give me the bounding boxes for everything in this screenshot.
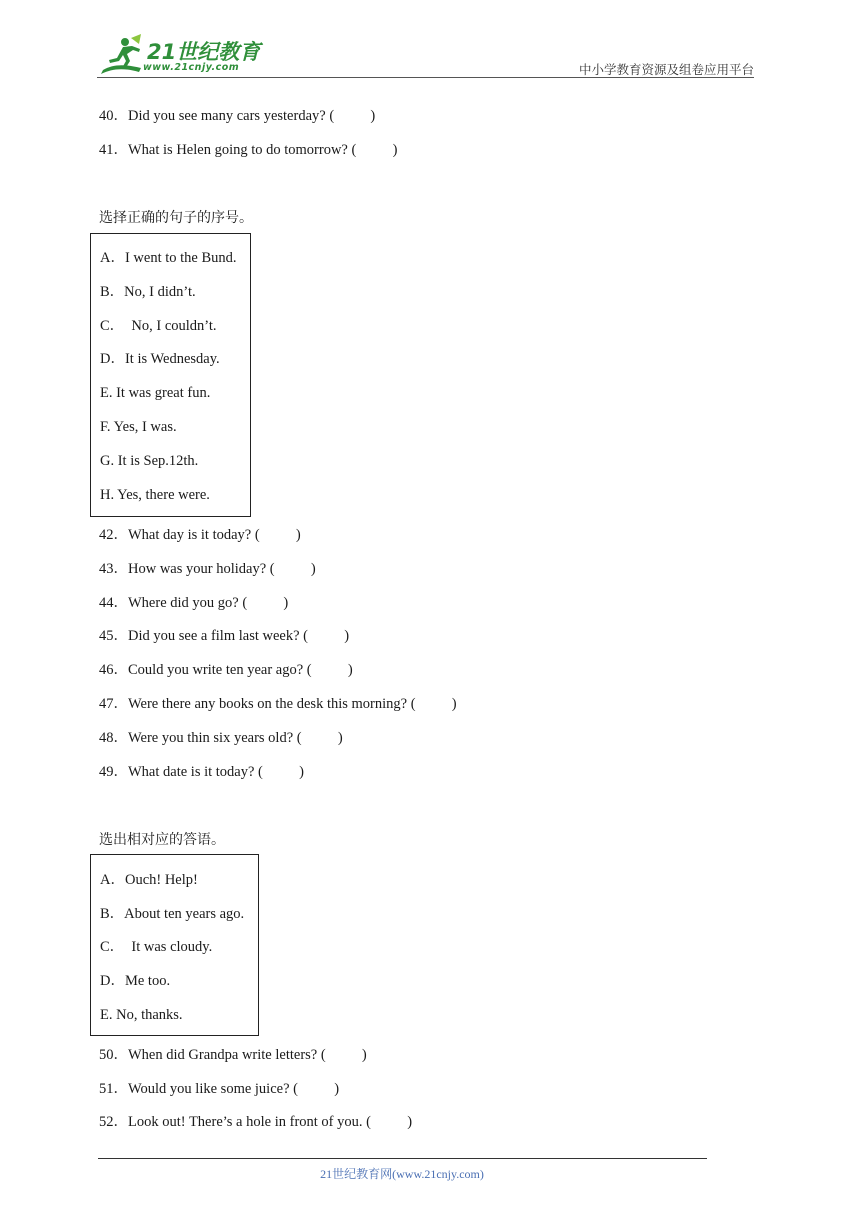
option-f: F. Yes, I was. (100, 419, 177, 435)
question-42: 42．What day is it today? ( ) (99, 527, 301, 543)
option-a: A．I went to the Bund. (100, 250, 237, 266)
option-e: E. It was great fun. (100, 385, 211, 401)
question-51: 51．Would you like some juice? ( ) (99, 1081, 340, 1097)
section-1-title: 选择正确的句子的序号。 (99, 210, 253, 226)
question-41: 41．What is Helen going to do tomorrow? ( ) (99, 142, 398, 158)
option-e: E. No, thanks. (100, 1007, 183, 1023)
question-49: 49．What date is it today? ( ) (99, 764, 304, 780)
page-header (0, 0, 860, 90)
option-c: C． It was cloudy. (100, 939, 213, 955)
logo-url: www.21cnjy.com (143, 62, 240, 73)
header-platform-text: 中小学教育资源及组卷应用平台 (578, 62, 754, 77)
question-48: 48．Were you thin six years old? ( ) (99, 730, 343, 746)
footer-divider (98, 1158, 707, 1159)
option-a: A．Ouch! Help! (100, 872, 198, 888)
header-divider (97, 77, 754, 78)
option-g: G. It is Sep.12th. (100, 453, 199, 469)
question-44: 44．Where did you go? ( ) (99, 595, 289, 611)
question-40: 40．Did you see many cars yesterday? ( ) (99, 108, 376, 124)
option-b: B．No, I didn’t. (100, 284, 196, 300)
option-h: H. Yes, there were. (100, 487, 210, 503)
question-52: 52．Look out! There’s a hole in front of you. ( ) (99, 1114, 413, 1130)
section-2-title: 选出相对应的答语。 (99, 832, 225, 848)
question-47: 47．Were there any books on the desk this morning? ( ) (99, 696, 457, 712)
running-man-logo-icon (95, 34, 145, 78)
option-c: C． No, I couldn’t. (100, 318, 217, 334)
options-box-2 (90, 854, 259, 1036)
question-45: 45．Did you see a film last week? ( ) (99, 628, 350, 644)
footer-link[interactable]: 21世纪教育网(www.21cnjy.com) (320, 1167, 484, 1181)
page-footer (0, 1165, 860, 1182)
site-logo[interactable] (95, 34, 260, 78)
option-b: B．About ten years ago. (100, 906, 245, 922)
question-46: 46．Could you write ten year ago? ( ) (99, 662, 353, 678)
option-d: D．Me too. (100, 973, 171, 989)
question-50: 50．When did Grandpa write letters? ( ) (99, 1047, 367, 1063)
option-d: D．It is Wednesday. (100, 351, 220, 367)
options-box-1 (90, 233, 251, 517)
question-43: 43．How was your holiday? ( ) (99, 561, 316, 577)
logo-text: 21世纪教育 (147, 40, 261, 64)
